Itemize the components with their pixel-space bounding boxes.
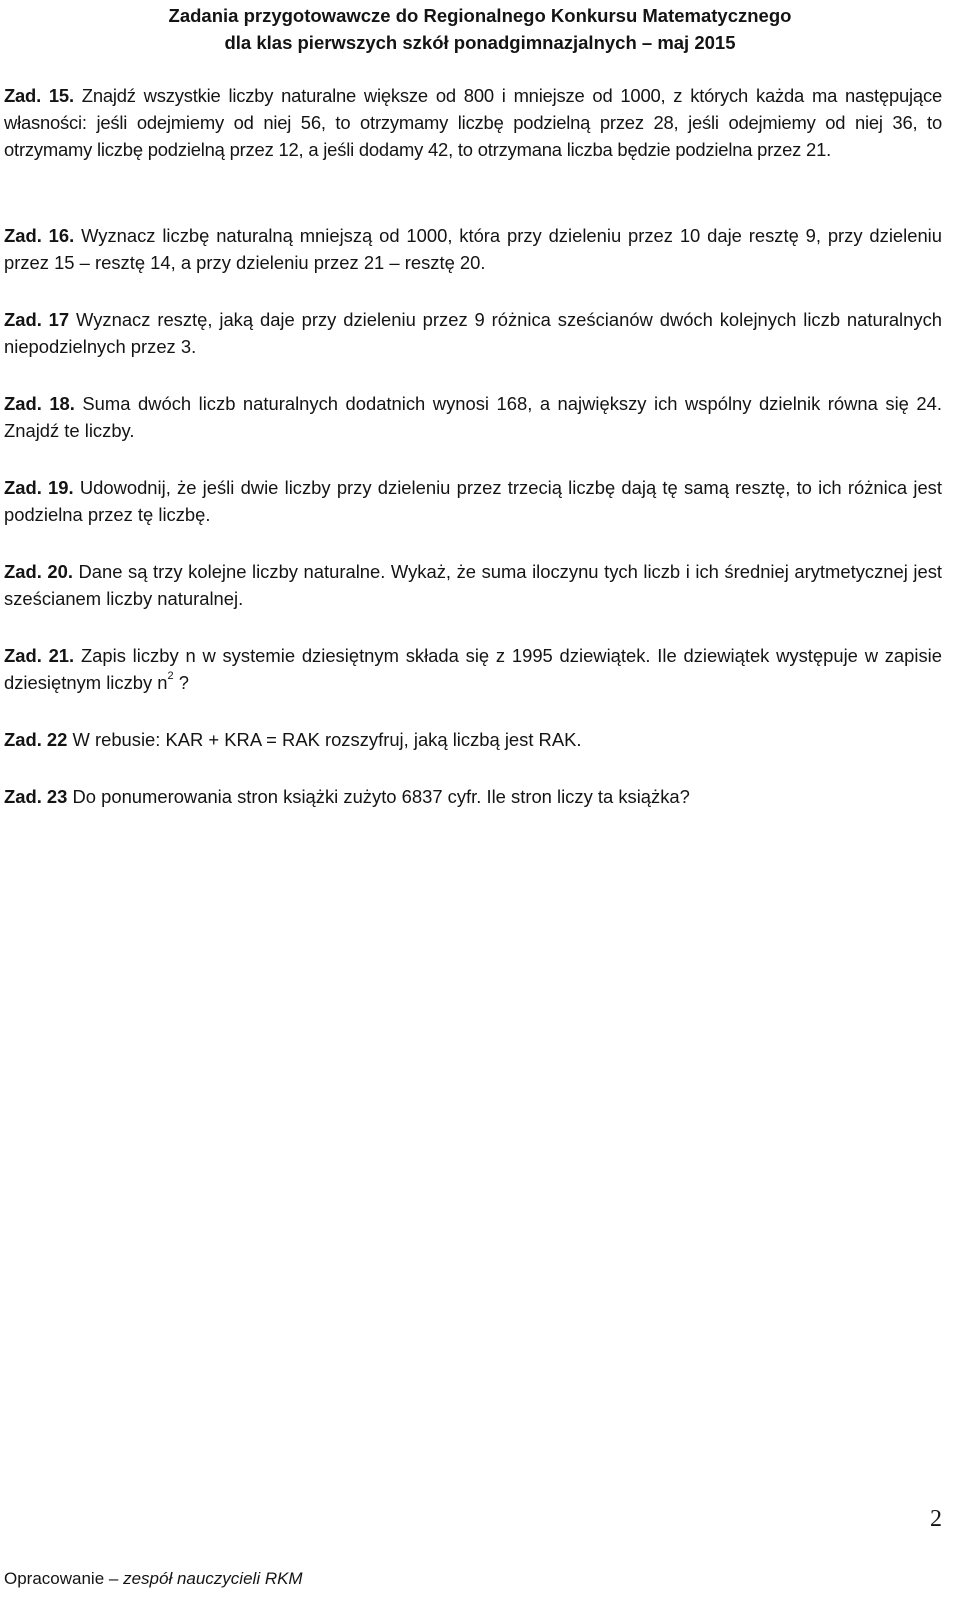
problem-16-text: Wyznacz liczbę naturalną mniejszą od 1000, która przy dzieleniu przez 10 daje resztę 9, przy dzieleniu przez 15 – resztę 14, a przy dzieleniu przez 21 – resztę 20. [4, 225, 942, 273]
problem-15 [4, 82, 942, 163]
problem-21-text: Zapis liczby n w systemie dziesiętnym składa się z 1995 dziewiątek. Ile dziewiątek występuje w zapisie dziesiętnym liczby n [4, 645, 942, 693]
problem-19-label: Zad. 19. [4, 477, 74, 498]
header-title-line2: dla klas pierwszych szkół ponadgimnazjalnych – maj 2015 [224, 32, 736, 53]
problem-21 [4, 642, 942, 696]
problem-18-label: Zad. 18. [4, 393, 75, 414]
problem-15-text: Znajdź wszystkie liczby naturalne większe od 800 i mniejsze od 1000, z których każda ma następujące własności: jeśli odejmiemy od niej 56, to otrzymamy liczbę podzielną przez 28, jeśli odejmiemy od niej 36, to otrzymamy liczbę podzielną przez 12, a jeśli dodamy 42, to otrzymana liczba będzie podzielna przez 21. [4, 85, 942, 160]
problem-15-label: Zad. 15. [4, 85, 74, 106]
problem-17-label: Zad. 17 [4, 309, 70, 330]
problem-20 [4, 558, 942, 612]
problem-21-exponent: 2 [167, 669, 174, 682]
problem-19 [4, 474, 942, 528]
problem-16 [4, 222, 942, 276]
problem-21-label: Zad. 21. [4, 645, 75, 666]
problem-19-text: Udowodnij, że jeśli dwie liczby przy dzieleniu przez trzecią liczbę dają tę samą resztę, to ich różnica jest podzielna przez tę liczbę. [4, 477, 942, 525]
document-header [0, 2, 960, 56]
problem-18-text: Suma dwóch liczb naturalnych dodatnich wynosi 168, a największy ich wspólny dzielnik równa się 24. Znajdź te liczby. [4, 393, 942, 441]
problem-23 [4, 783, 942, 810]
footer-author: zespół nauczycieli RKM [123, 1569, 303, 1588]
problem-17 [4, 306, 942, 360]
problem-22 [4, 726, 942, 753]
problem-21-question-mark: ? [173, 672, 189, 693]
problem-23-text: Do ponumerowania stron książki zużyto 6837 cyfr. Ile stron liczy ta książka? [72, 786, 690, 807]
problem-16-label: Zad. 16. [4, 225, 75, 246]
problem-20-text: Dane są trzy kolejne liczby naturalne. Wykaż, że suma iloczynu tych liczb i ich średniej arytmetycznej jest sześcianem liczby naturalnej. [4, 561, 942, 609]
problem-20-label: Zad. 20. [4, 561, 73, 582]
problem-23-label: Zad. 23 [4, 786, 68, 807]
footer-prefix: Opracowanie – [4, 1569, 124, 1588]
problem-22-text: W rebusie: KAR + KRA = RAK rozszyfruj, jaką liczbą jest RAK. [72, 729, 582, 750]
problem-17-text: Wyznacz resztę, jaką daje przy dzieleniu przez 9 różnica sześcianów dwóch kolejnych liczb naturalnych niepodzielnych przez 3. [4, 309, 942, 357]
problem-18 [4, 390, 942, 444]
problem-22-label: Zad. 22 [4, 729, 68, 750]
page-number: 2 [930, 1506, 942, 1532]
header-title-line1: Zadania przygotowawcze do Regionalnego Konkursu Matematycznego [168, 5, 792, 26]
footer [4, 1568, 303, 1590]
